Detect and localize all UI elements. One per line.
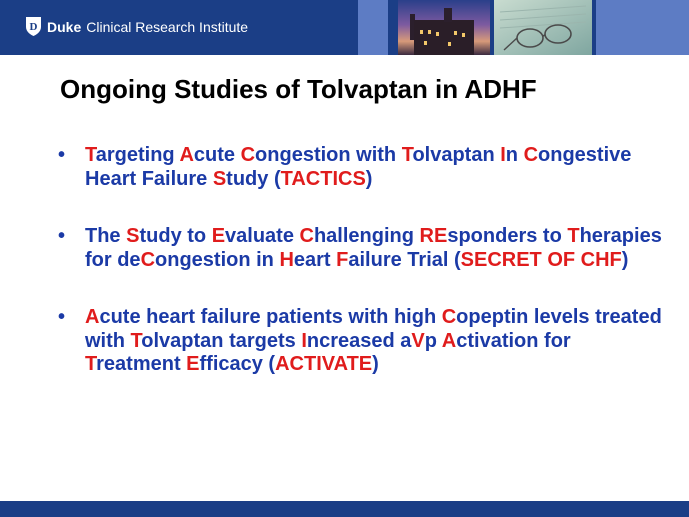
bullet-text: ctivation for xyxy=(456,329,571,352)
bullet-text: hallenging xyxy=(313,225,420,247)
bullet-text: ongestion in xyxy=(155,248,280,271)
acronym-letter: A xyxy=(85,306,100,328)
campus-photo xyxy=(398,0,490,55)
acronym-letter: T xyxy=(567,225,580,247)
acronym-letter: A xyxy=(179,144,194,166)
bullet-text: The xyxy=(85,225,127,247)
bullet-tactics xyxy=(58,144,668,191)
footer-bar xyxy=(0,501,689,517)
acronym-letter: E xyxy=(211,225,226,247)
acronym-letter: T xyxy=(85,353,97,375)
acronym-letter: H xyxy=(279,248,294,271)
acronym-letter: TACTICS xyxy=(280,167,366,190)
bullet-text: tudy to xyxy=(139,225,212,247)
acronym-letter: T xyxy=(85,144,96,166)
bullet-text: sponders to xyxy=(447,225,568,247)
acronym-letter: S xyxy=(212,167,227,190)
bullet-text: ) xyxy=(365,167,373,190)
blue-panel-left xyxy=(358,0,388,55)
bullet-text: reatment xyxy=(96,353,187,375)
acronym-letter: V xyxy=(411,329,425,352)
blue-panel-right xyxy=(596,0,689,55)
brand-name-rest: Clinical Research Institute xyxy=(86,18,249,35)
bullet-text: tudy ( xyxy=(226,167,281,190)
bullet-text: herapies for de xyxy=(85,225,662,271)
bullet-text: eart xyxy=(293,248,337,271)
acronym-letter: C xyxy=(140,248,156,271)
slide-title: Ongoing Studies of Tolvaptan in ADHF xyxy=(60,74,537,104)
glasses-document-photo xyxy=(494,0,592,55)
acronym-letter: C xyxy=(299,225,314,247)
bullet-secret-of-chf xyxy=(58,225,668,272)
bullet-text: cute xyxy=(193,144,241,166)
brand-name-bold: Duke xyxy=(47,18,82,35)
acronym-letter: I xyxy=(500,144,506,166)
bullet-activate xyxy=(58,306,668,377)
bullet-text: p xyxy=(424,329,442,352)
acronym-letter: RE xyxy=(419,225,448,247)
bullet-text: olvaptan targets xyxy=(141,329,302,352)
bullet-text: ncreased a xyxy=(306,329,412,352)
acronym-letter: C xyxy=(523,144,539,166)
bullet-text: ongestive Heart Failure xyxy=(85,144,632,190)
brand-logo xyxy=(26,17,248,36)
bullet-text: ailure Trial ( xyxy=(348,248,461,271)
svg-text:D: D xyxy=(29,21,38,33)
acronym-letter: C xyxy=(240,144,256,166)
header-bar xyxy=(0,0,689,55)
header-photos xyxy=(358,0,689,55)
bullet-text: opeptin levels treated with xyxy=(85,306,662,352)
acronym-letter: C xyxy=(441,306,457,328)
bullet-list xyxy=(58,144,668,377)
bullet-text: ) xyxy=(621,248,629,271)
bullet-text: olvaptan xyxy=(412,144,501,166)
acronym-letter: T xyxy=(130,329,142,352)
bullet-text: valuate xyxy=(225,225,300,247)
acronym-letter: SECRET OF CHF xyxy=(460,248,622,271)
bullet-text: argeting xyxy=(95,144,180,166)
acronym-letter: E xyxy=(186,353,200,375)
duke-shield-icon xyxy=(26,17,41,36)
bullet-text: ongestion with xyxy=(255,144,402,166)
acronym-letter: I xyxy=(301,329,307,352)
acronym-letter: T xyxy=(401,144,413,166)
bullet-text: n xyxy=(505,144,524,166)
acronym-letter: A xyxy=(441,329,457,352)
acronym-letter: F xyxy=(336,248,349,271)
acronym-letter: S xyxy=(126,225,140,247)
bullet-text: cute heart failure patients with high xyxy=(99,306,442,328)
bullet-text: fficacy ( xyxy=(199,353,276,375)
bullet-text: ) xyxy=(372,353,379,375)
acronym-letter: ACTIVATE xyxy=(275,353,373,375)
